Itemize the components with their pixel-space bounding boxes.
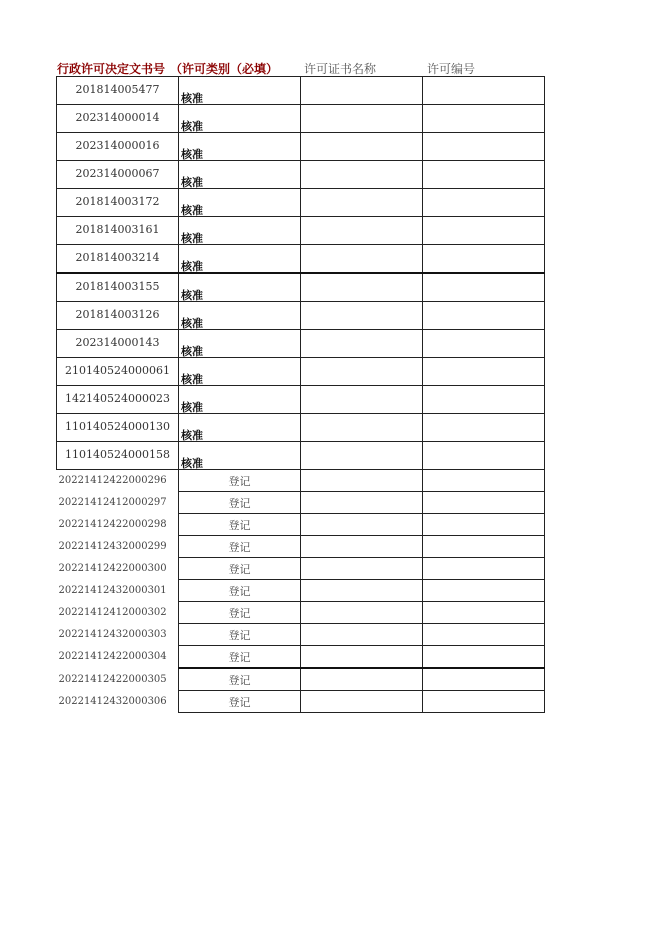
- doc-number-cell[interactable]: 210140524000061: [57, 358, 179, 386]
- doc-number-cell[interactable]: 201814003161: [57, 217, 179, 245]
- license-number-cell[interactable]: [423, 302, 545, 330]
- license-number-cell[interactable]: [423, 217, 545, 245]
- certificate-name-cell[interactable]: [301, 558, 423, 580]
- certificate-name-cell[interactable]: [301, 133, 423, 161]
- license-type-cell[interactable]: [179, 414, 301, 442]
- table-row: [57, 77, 545, 105]
- doc-number-cell[interactable]: 201814003214: [57, 245, 179, 274]
- doc-number-cell[interactable]: 201814005477: [57, 77, 179, 105]
- license-number-cell[interactable]: [423, 133, 545, 161]
- certificate-name-cell[interactable]: [301, 536, 423, 558]
- table-row: [57, 580, 545, 602]
- certificate-name-cell[interactable]: [301, 470, 423, 492]
- license-type-cell[interactable]: 登记: [179, 536, 301, 558]
- certificate-name-cell[interactable]: [301, 580, 423, 602]
- license-type-cell[interactable]: [179, 330, 301, 358]
- doc-number-cell[interactable]: 20221412422000300: [58, 563, 167, 574]
- table-row: [57, 442, 545, 470]
- certificate-name-cell[interactable]: [301, 514, 423, 536]
- certificate-name-cell[interactable]: [301, 77, 423, 105]
- table-row: [57, 133, 545, 161]
- certificate-name-cell[interactable]: [301, 492, 423, 514]
- doc-number-cell[interactable]: 20221412432000303: [58, 629, 167, 640]
- doc-number-cell[interactable]: 110140524000130: [57, 414, 179, 442]
- license-type-text: 核准: [181, 289, 203, 302]
- header-doc-number[interactable]: 行政许可决定文书号: [57, 62, 166, 76]
- certificate-name-cell[interactable]: [301, 189, 423, 217]
- license-type-cell[interactable]: [179, 161, 301, 189]
- header-license-number[interactable]: 许可编号: [427, 62, 476, 76]
- doc-number-cell[interactable]: 202314000016: [57, 133, 179, 161]
- table-row: [57, 646, 545, 669]
- license-type-text: 核准: [181, 120, 203, 133]
- header-certificate-name[interactable]: 许可证书名称: [304, 62, 377, 76]
- table-row: [57, 161, 545, 189]
- license-type-cell[interactable]: 登记: [179, 624, 301, 646]
- license-number-cell[interactable]: [423, 161, 545, 189]
- certificate-name-cell[interactable]: [301, 217, 423, 245]
- table-row: [57, 386, 545, 414]
- certificate-name-cell[interactable]: [301, 602, 423, 624]
- license-number-cell[interactable]: [423, 602, 545, 624]
- doc-number-cell[interactable]: 142140524000023: [57, 386, 179, 414]
- license-number-cell[interactable]: [423, 646, 545, 669]
- license-type-cell[interactable]: 登记: [179, 602, 301, 624]
- certificate-name-cell[interactable]: [301, 161, 423, 189]
- certificate-name-cell[interactable]: [301, 442, 423, 470]
- table-row: [57, 492, 545, 514]
- table-row: [57, 624, 545, 646]
- license-number-cell[interactable]: [423, 536, 545, 558]
- license-type-cell[interactable]: [179, 189, 301, 217]
- license-number-cell[interactable]: [423, 189, 545, 217]
- license-number-cell[interactable]: [423, 668, 545, 691]
- license-number-cell[interactable]: [423, 414, 545, 442]
- certificate-name-cell[interactable]: [301, 330, 423, 358]
- certificate-name-cell[interactable]: [301, 105, 423, 133]
- doc-number-cell[interactable]: 20221412422000298: [58, 519, 167, 530]
- doc-number-cell[interactable]: 20221412422000296: [58, 475, 167, 487]
- table-row: [57, 273, 545, 302]
- license-number-cell[interactable]: [423, 77, 545, 105]
- license-type-cell[interactable]: [179, 245, 301, 274]
- license-type-cell[interactable]: [179, 358, 301, 386]
- license-number-cell[interactable]: [423, 105, 545, 133]
- license-type-cell[interactable]: [179, 442, 301, 470]
- license-number-cell[interactable]: [423, 558, 545, 580]
- doc-number-cell[interactable]: 202314000014: [57, 105, 179, 133]
- table-row: [57, 536, 545, 558]
- license-number-cell[interactable]: [423, 470, 545, 492]
- license-type-cell[interactable]: [179, 217, 301, 245]
- license-type-text: 核准: [181, 457, 203, 470]
- license-type-text: 核准: [181, 317, 203, 330]
- table-row: [57, 358, 545, 386]
- table-row: [57, 414, 545, 442]
- certificate-name-cell[interactable]: [301, 302, 423, 330]
- license-number-cell[interactable]: [423, 386, 545, 414]
- license-number-cell[interactable]: [423, 442, 545, 470]
- doc-number-cell[interactable]: 110140524000158: [57, 442, 179, 470]
- table-row: [57, 602, 545, 624]
- license-type-cell[interactable]: 登记: [179, 580, 301, 602]
- table-row: [57, 470, 545, 492]
- license-table: [56, 76, 545, 713]
- doc-number-cell[interactable]: 20221412422000305: [58, 673, 167, 685]
- license-type-cell[interactable]: 登记: [179, 492, 301, 514]
- doc-number-cell[interactable]: 20221412432000299: [58, 541, 167, 552]
- license-number-cell[interactable]: [423, 245, 545, 274]
- license-type-cell[interactable]: [179, 386, 301, 414]
- table-row: [57, 105, 545, 133]
- license-number-cell[interactable]: [423, 624, 545, 646]
- license-type-cell[interactable]: 登记: [179, 668, 301, 691]
- header-license-type[interactable]: （许可类别（必填）: [170, 62, 279, 76]
- license-type-text: 核准: [181, 92, 203, 105]
- license-number-cell[interactable]: [423, 691, 545, 713]
- table-row: [57, 330, 545, 358]
- license-type-cell[interactable]: 登记: [179, 646, 301, 669]
- table-row: [57, 302, 545, 330]
- license-type-cell[interactable]: [179, 302, 301, 330]
- license-type-cell[interactable]: [179, 133, 301, 161]
- doc-number-cell[interactable]: 201814003126: [57, 302, 179, 330]
- license-type-cell[interactable]: [179, 273, 301, 302]
- license-type-cell[interactable]: 登记: [179, 514, 301, 536]
- license-type-cell[interactable]: 登记: [179, 470, 301, 492]
- doc-number-cell[interactable]: 202314000143: [57, 330, 179, 358]
- license-type-cell[interactable]: 登记: [179, 558, 301, 580]
- license-type-cell[interactable]: [179, 105, 301, 133]
- license-type-cell[interactable]: 登记: [179, 691, 301, 713]
- doc-number-cell[interactable]: 202314000067: [57, 161, 179, 189]
- license-type-text: 核准: [181, 204, 203, 217]
- license-type-text: 核准: [181, 373, 203, 386]
- doc-number-cell[interactable]: 20221412412000302: [58, 607, 167, 618]
- license-number-cell[interactable]: [423, 330, 545, 358]
- license-type-text: 核准: [181, 232, 203, 245]
- doc-number-cell[interactable]: 20221412422000304: [58, 651, 167, 663]
- table-row: [57, 514, 545, 536]
- doc-number-cell[interactable]: 20221412412000297: [58, 497, 167, 508]
- license-type-text: 核准: [181, 260, 203, 273]
- license-number-cell[interactable]: [423, 580, 545, 602]
- table-row: [57, 558, 545, 580]
- table-row: [57, 691, 545, 713]
- certificate-name-cell[interactable]: [301, 624, 423, 646]
- doc-number-cell[interactable]: 201814003172: [57, 189, 179, 217]
- certificate-name-cell[interactable]: [301, 414, 423, 442]
- license-type-text: 核准: [181, 176, 203, 189]
- certificate-name-cell[interactable]: [301, 668, 423, 691]
- table-row: [57, 245, 545, 274]
- certificate-name-cell[interactable]: [301, 273, 423, 302]
- certificate-name-cell[interactable]: [301, 386, 423, 414]
- license-type-cell[interactable]: [179, 77, 301, 105]
- certificate-name-cell[interactable]: [301, 691, 423, 713]
- table-row: [57, 217, 545, 245]
- license-type-text: 核准: [181, 401, 203, 414]
- license-type-text: 核准: [181, 148, 203, 161]
- license-type-text: 核准: [181, 345, 203, 358]
- doc-number-cell[interactable]: 201814003155: [57, 273, 179, 302]
- license-number-cell[interactable]: [423, 273, 545, 302]
- table-row: [57, 668, 545, 691]
- certificate-name-cell[interactable]: [301, 245, 423, 274]
- license-number-cell[interactable]: [423, 514, 545, 536]
- license-number-cell[interactable]: [423, 492, 545, 514]
- certificate-name-cell[interactable]: [301, 358, 423, 386]
- doc-number-cell[interactable]: 20221412432000306: [58, 696, 167, 707]
- certificate-name-cell[interactable]: [301, 646, 423, 669]
- table-row: [57, 189, 545, 217]
- doc-number-cell[interactable]: 20221412432000301: [58, 585, 167, 596]
- license-number-cell[interactable]: [423, 358, 545, 386]
- license-type-text: 核准: [181, 429, 203, 442]
